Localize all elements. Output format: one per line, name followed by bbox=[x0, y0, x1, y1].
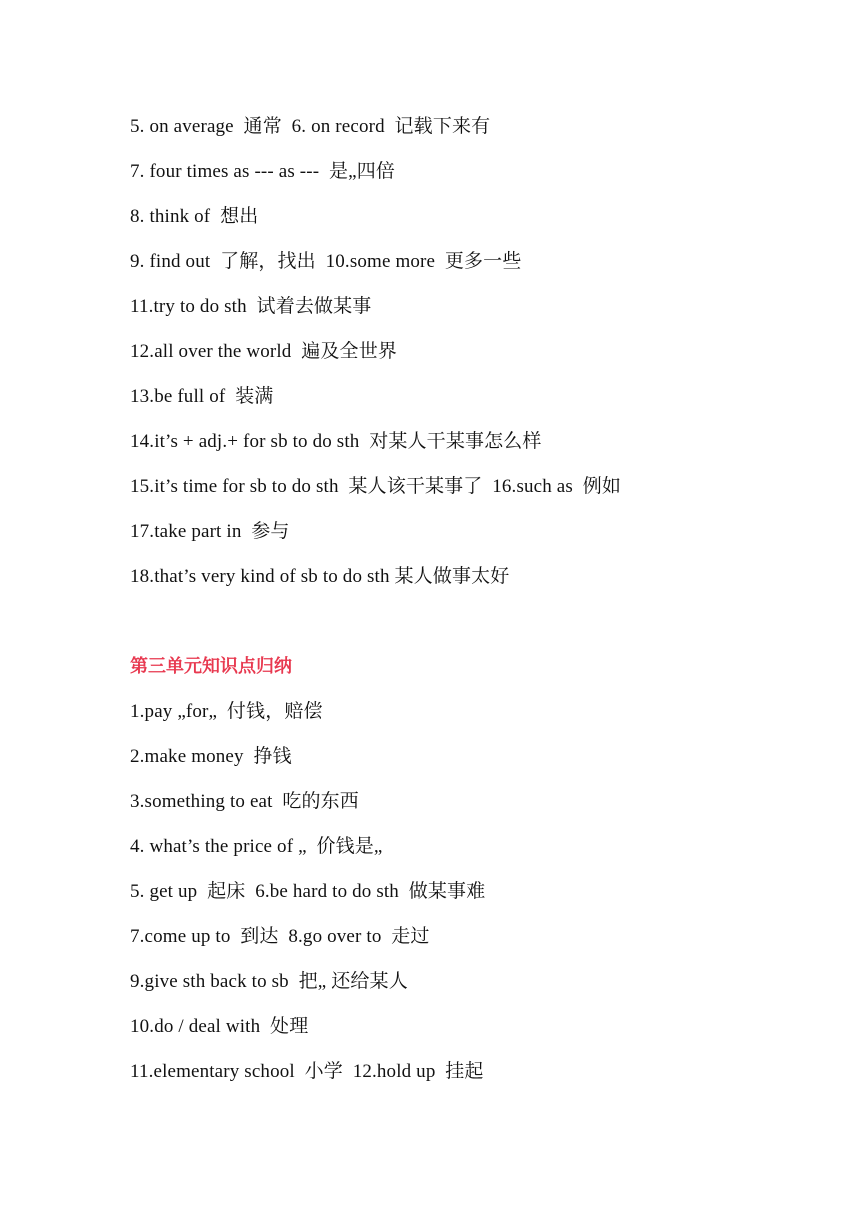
phrase-line: 17.take part in 参与 bbox=[130, 521, 290, 542]
phrase-line: 18.that’s very kind of sb to do sth 某人做事太好 bbox=[130, 566, 510, 587]
phrase-line: 2.make money 挣钱 bbox=[130, 746, 292, 767]
phrase-line: 3.something to eat 吃的东西 bbox=[130, 791, 359, 812]
phrase-line: 13.be full of 装满 bbox=[130, 386, 274, 407]
section-heading: 第三单元知识点归纳 bbox=[130, 656, 292, 677]
phrase-line: 1.pay „for„ 付钱，赔偿 bbox=[130, 701, 323, 722]
phrase-line: 15.it’s time for sb to do sth 某人该干某事了 16.such as 例如 bbox=[130, 476, 622, 497]
phrase-line: 7. four times as --- as --- 是„四倍 bbox=[130, 161, 396, 182]
phrase-line: 11.try to do sth 试着去做某事 bbox=[130, 296, 372, 317]
phrase-line: 9.give sth back to sb 把„ 还给某人 bbox=[130, 971, 408, 992]
phrase-line: 4. what’s the price of „ 价钱是„ bbox=[130, 836, 383, 857]
phrase-line: 8. think of 想出 bbox=[130, 206, 259, 227]
phrase-line: 5. on average 通常 6. on record 记载下来有 bbox=[130, 116, 491, 137]
phrase-line: 7.come up to 到达 8.go over to 走过 bbox=[130, 926, 430, 947]
phrase-line: 10.do / deal with 处理 bbox=[130, 1016, 309, 1037]
phrase-line: 11.elementary school 小学 12.hold up 挂起 bbox=[130, 1061, 484, 1082]
phrase-line: 5. get up 起床 6.be hard to do sth 做某事难 bbox=[130, 881, 486, 902]
phrase-line: 12.all over the world 遍及全世界 bbox=[130, 341, 397, 362]
phrase-line: 9. find out 了解，找出 10.some more 更多一些 bbox=[130, 251, 522, 272]
phrase-line: 14.it’s + adj.+ for sb to do sth 对某人干某事怎么样 bbox=[130, 431, 542, 452]
